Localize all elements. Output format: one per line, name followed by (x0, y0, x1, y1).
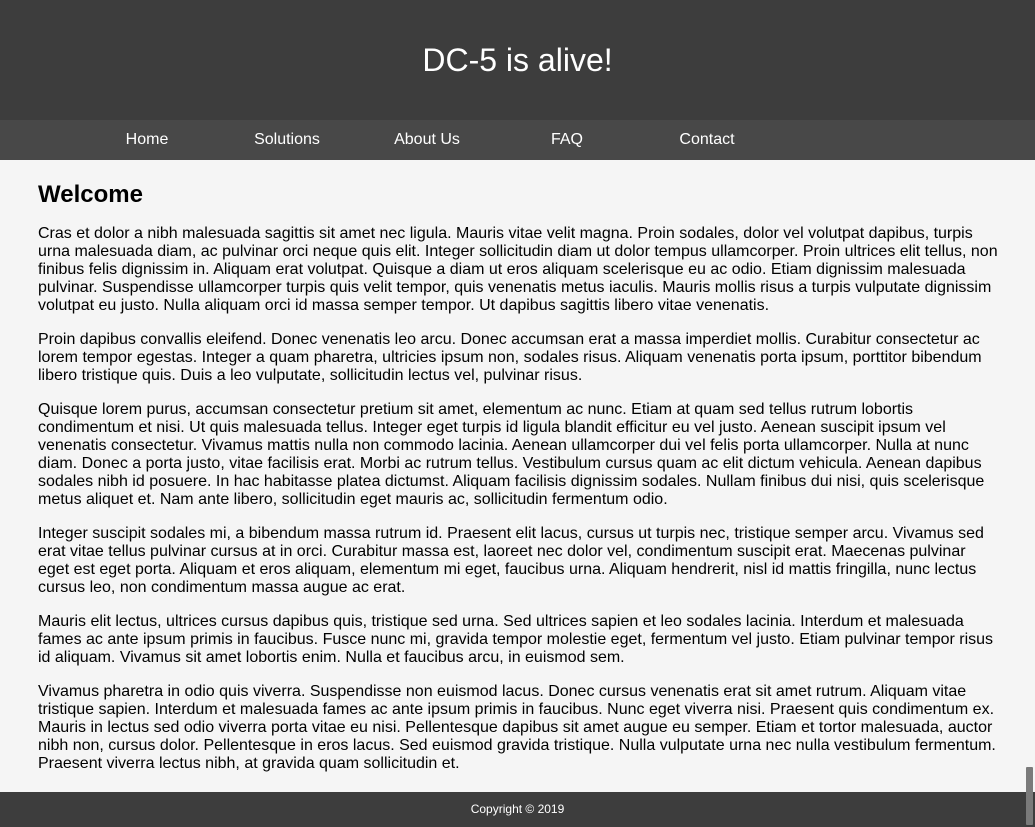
site-header (0, 0, 1035, 120)
nav-link-solutions[interactable]: Solutions (254, 131, 320, 148)
nav-link-about-us[interactable]: About Us (394, 131, 460, 148)
site-title: DC-5 is alive! (422, 41, 613, 78)
scrollbar-thumb[interactable] (1026, 767, 1033, 825)
nav-link-home[interactable]: Home (125, 131, 169, 148)
body-paragraph: Integer suscipit sodales mi, a bibendum massa rutrum id. Praesent elit lacus, cursus ut turpis nec, tristique semper arcu. Vivamus sed erat vitae tellus pulvinar cursus at in orci. Curabitur massa est, laoreet nec dolor vel, condimentum suscipit erat. Maecenas pulvinar eget est eget porta. Aliquam et eros aliquam, elementum mi eget, faucibus urna. Aliquam hendrerit, nisl id mattis fringilla, nunc lectus cursus leo, non condimentum massa augue ac erat. (38, 525, 984, 596)
main-nav (0, 120, 1035, 160)
body-paragraph: Vivamus pharetra in odio quis viverra. Suspendisse non euismod lacus. Donec cursus venenatis erat sit amet rutrum. Aliquam vitae tristique sapien. Interdum et malesuada fames ac ante ipsum primis in faucibus. Nunc eget viverra nisi. Praesent quis condimentum ex. Mauris in lectus sed odio viverra porta vitae eu nisi. Pellentesque dapibus sit amet augue eu semper. Etiam et tortor malesuada, auctor nibh non, cursus dolor. Pellentesque in eros lacus. Sed euismod gravida tristique. Nulla vulputate urna nec nulla vestibulum fermentum. Praesent viverra lectus nibh, at gravida quam sollicitudin et. (38, 683, 996, 772)
copyright-text: Copyright © 2019 (470, 802, 565, 816)
body-paragraph: Quisque lorem purus, accumsan consectetur pretium sit amet, elementum ac nunc. Etiam at quam sed tellus rutrum lobortis condimentum et nisi. Ut quis malesuada tellus. Integer eget turpis id ligula blandit efficitur eu vel justo. Aenean suscipit ipsum vel venenatis consectetur. Vivamus mattis nulla non commodo lacinia. Aenean ullamcorper dui vel felis porta ullamcorper. Nulla at nunc diam. Donec a porta justo, vitae facilisis erat. Morbi ac rutrum tellus. Vestibulum cursus quam ac elit dictum vehicula. Aenean dapibus sodales nibh id posuere. In hac habitasse platea dictumst. Aliquam facilisis dignissim sodales. Nullam finibus dui nisi, quis scelerisque metus aliquet et. Nam ante libero, sollicitudin eget mauris ac, sollicitudin fermentum odio. (38, 401, 985, 508)
body-paragraph: Proin dapibus convallis eleifend. Donec venenatis leo arcu. Donec accumsan erat a massa imperdiet mollis. Curabitur consectetur ac lorem tempor egestas. Integer a quam pharetra, ultricies ipsum non, sodales risus. Aliquam venenatis porta ipsum, porttitor bibendum libero tristique quis. Duis a leo vulputate, sollicitudin lectus vel, pulvinar risus. (38, 331, 982, 384)
body-paragraph: Mauris elit lectus, ultrices cursus dapibus quis, tristique sed urna. Sed ultrices sapien et leo sodales lacinia. Interdum et malesuada fames ac ante ipsum primis in faucibus. Fusce nunc mi, gravida tempor molestie eget, fermentum vel justo. Etiam pulvinar tempor risus id aliquam. Vivamus sit amet lobortis enim. Nulla et faucibus arcu, in euismod sem. (38, 613, 994, 666)
nav-link-faq[interactable]: FAQ (550, 131, 583, 148)
nav-link-contact[interactable]: Contact (679, 131, 735, 148)
main-content (38, 160, 1000, 789)
page-heading: Welcome (38, 181, 143, 208)
body-paragraph: Cras et dolor a nibh malesuada sagittis sit amet nec ligula. Mauris vitae velit magna. Proin sodales, dolor vel volutpat dapibus, turpis urna malesuada diam, ac pulvinar orci neque quis elit. Integer sollicitudin diam ut dolor tempus ullamcorper. Proin ultrices elit tellus, non finibus felis dignissim in. Aliquam erat volutpat. Quisque a diam ut eros aliquam scelerisque eu ac odio. Etiam dignissim malesuada pulvinar. Suspendisse ullamcorper turpis quis velit tempor, quis venenatis metus iaculis. Mauris mollis risus a turpis vulputate dignissim volutpat eu justo. Nulla aliquam orci id massa semper tempor. Ut dapibus sagittis libero vitae venenatis. (38, 225, 998, 314)
site-footer (0, 792, 1035, 827)
